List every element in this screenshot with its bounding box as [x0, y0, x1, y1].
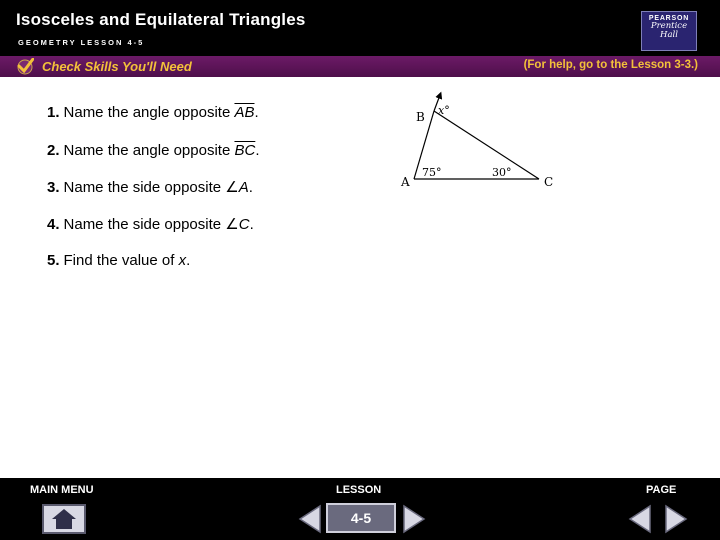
home-icon — [44, 506, 84, 532]
question-number: 5. — [47, 252, 60, 269]
main-menu-label: MAIN MENU — [30, 484, 94, 496]
logo-line-2: Prentice — [650, 21, 688, 31]
question-number: 2. — [47, 142, 60, 159]
check-skills-bar — [0, 56, 720, 77]
vertex-b-label: B — [416, 110, 425, 124]
page-prev-button[interactable] — [626, 504, 654, 534]
page-title: Isosceles and Equilateral Triangles — [16, 10, 306, 29]
page-next-button[interactable] — [662, 504, 690, 534]
angle-c-label: 30° — [492, 166, 512, 179]
question-punct: . — [248, 179, 253, 196]
angle-symbol: ∠ — [225, 216, 239, 233]
vertex-a-label: A — [401, 175, 410, 189]
logo-line-1: PEARSON — [648, 15, 690, 22]
segment-label: $\overline{BC}$ — [234, 142, 256, 159]
vertex-c-label: C — [544, 175, 554, 189]
angle-x-label: x° — [438, 104, 450, 117]
logo-line-3: Hall — [660, 30, 678, 40]
question-number: 1. — [47, 104, 60, 121]
side-bc — [434, 111, 539, 179]
question-number: 3. — [47, 179, 60, 196]
angle-label: C — [238, 216, 250, 233]
question-text: Name the angle opposite — [63, 142, 235, 159]
checkmark-icon — [16, 58, 34, 75]
question-punct: . — [255, 142, 260, 159]
question-text: Find the value of — [63, 252, 179, 269]
question-punct: . — [249, 216, 254, 233]
question-5 — [47, 252, 190, 269]
angle-symbol: ∠ — [225, 179, 239, 196]
question-text: Name the angle opposite — [63, 104, 235, 121]
lesson-prev-button[interactable] — [296, 504, 324, 534]
lesson-label: LESSON — [336, 484, 382, 496]
question-3 — [47, 178, 253, 196]
variable-label: x — [178, 252, 187, 269]
triangle-diagram — [396, 90, 566, 192]
check-skills-label: Check Skills You'll Need — [42, 59, 192, 74]
question-text: Name the side opposite — [63, 216, 226, 233]
angle-a-label: 75° — [422, 166, 442, 179]
question-number: 4. — [47, 216, 60, 233]
header-bar — [0, 0, 720, 56]
lesson-subtitle: GEOMETRY LESSON 4-5 — [18, 38, 145, 47]
lesson-next-button[interactable] — [400, 504, 428, 534]
home-button[interactable] — [42, 504, 86, 534]
segment-label: $\overline{AB}$ — [234, 104, 255, 121]
help-link[interactable]: (For help, go to the Lesson 3-3.) — [523, 59, 698, 71]
pearson-logo — [641, 11, 697, 51]
question-punct: . — [186, 252, 191, 269]
question-2 — [47, 142, 259, 159]
question-punct: . — [254, 104, 259, 121]
question-4 — [47, 215, 254, 233]
angle-label: A — [238, 179, 249, 196]
question-text: Name the side opposite — [63, 179, 226, 196]
lesson-number: 4-5 — [326, 503, 396, 533]
page-label: PAGE — [646, 484, 677, 496]
question-1 — [47, 104, 259, 121]
